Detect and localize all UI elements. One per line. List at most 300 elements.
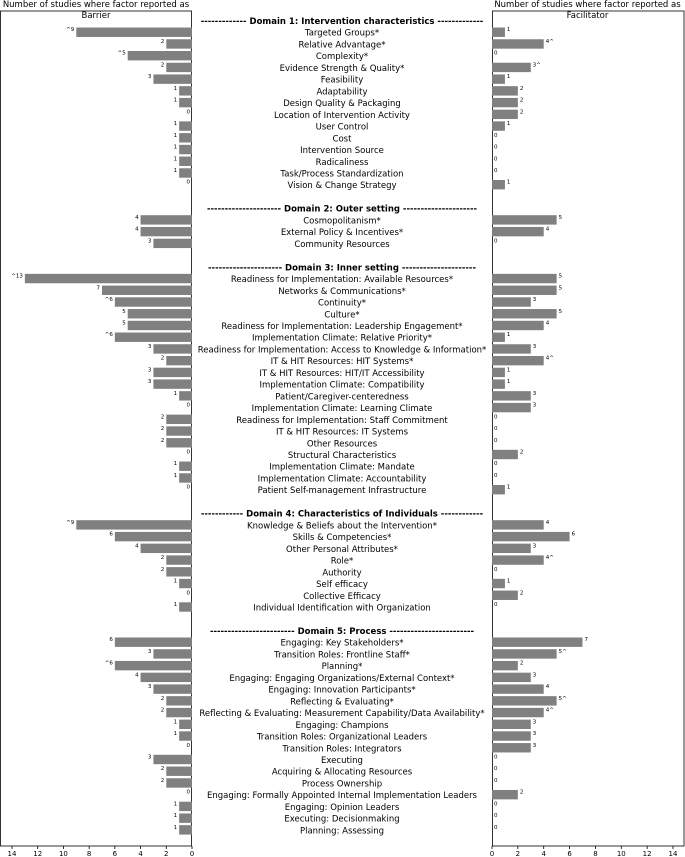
facilitator-bar <box>492 356 544 365</box>
facilitator-value-label: 5 <box>558 273 563 280</box>
domain-header: --------------------- Domain 3: Inner setting --------------------- <box>208 263 476 274</box>
facilitator-value-label: 0 <box>494 238 498 245</box>
barrier-value-label: 3 <box>147 343 152 350</box>
facilitator-value-label: 1 <box>506 578 511 585</box>
factor-label: Engaging: Key Stakeholders* <box>280 638 404 649</box>
barrier-bar <box>102 286 192 295</box>
barrier-bar <box>179 391 192 400</box>
factor-label: Acquiring & Allocating Resources <box>271 767 413 778</box>
facilitator-bar <box>492 321 544 330</box>
domain-header: ------------ Domain 4: Characteristics of Individuals ------------ <box>200 509 484 520</box>
facilitator-bar <box>492 532 570 541</box>
barrier-bar <box>153 649 192 658</box>
barrier-value-label: 1 <box>173 472 178 479</box>
barrier-value-label: 1 <box>173 156 178 163</box>
barrier-value-label: ^13 <box>11 273 23 280</box>
barrier-value-label: ^9 <box>66 519 75 526</box>
facilitator-value-label: 2 <box>519 97 524 104</box>
facilitator-value-label: 0 <box>494 801 498 808</box>
barrier-value-label: ^5 <box>117 50 126 57</box>
barrier-value-label: 0 <box>186 402 190 409</box>
barrier-value-label: 2 <box>160 62 165 69</box>
factor-label: Engaging: Innovation Participants* <box>268 685 416 696</box>
right-x-tick-label: 2 <box>515 850 521 857</box>
facilitator-value-label: 0 <box>494 472 498 479</box>
facilitator-value-label: 5^ <box>558 695 567 702</box>
barrier-value-label: 6 <box>109 531 113 538</box>
factor-label: Engaging: Champions <box>295 720 389 731</box>
facilitator-bar <box>492 720 531 729</box>
facilitator-bar <box>492 555 544 564</box>
barrier-value-label: 5 <box>122 308 126 315</box>
right-x-tick-label: 4 <box>541 850 546 857</box>
barrier-bar <box>153 74 192 83</box>
barrier-value-label: 2 <box>160 355 165 362</box>
facilitator-value-label: 4 <box>545 519 550 526</box>
facilitator-value-label: 3^ <box>532 62 541 69</box>
barrier-value-label: 2 <box>160 38 165 45</box>
facilitator-value-label: 3 <box>532 731 537 738</box>
facilitator-value-label: 3 <box>532 343 537 350</box>
facilitator-bar <box>492 649 557 658</box>
right-x-tick-label: 6 <box>567 850 572 857</box>
factor-label: External Policy & Incentives* <box>280 228 404 239</box>
facilitator-bar <box>492 39 544 48</box>
barrier-bar <box>179 802 192 811</box>
facilitator-value-label: 4 <box>545 320 550 327</box>
barrier-bar <box>166 708 192 717</box>
right-x-tick-label: 0 <box>489 850 495 857</box>
factor-label: Other Personal Attributes* <box>286 544 398 555</box>
facilitator-value-label: 0 <box>494 437 498 444</box>
barrier-bar <box>179 145 192 154</box>
facilitator-value-label: 0 <box>494 144 498 151</box>
barrier-value-label: 0 <box>186 109 190 116</box>
barrier-value-label: 4 <box>135 543 139 550</box>
facilitator-value-label: 0 <box>494 132 498 139</box>
facilitator-bar <box>492 544 531 553</box>
barrier-value-label: 5 <box>122 320 126 327</box>
facilitator-bar <box>492 661 518 670</box>
facilitator-value-label: 1 <box>506 27 511 34</box>
facilitator-bar <box>492 344 531 353</box>
facilitator-value-label: 3 <box>532 742 537 749</box>
factor-label: IT & HIT Resources: HIT/IT Accessibility <box>259 368 425 379</box>
barrier-value-label: 1 <box>173 461 178 468</box>
facilitator-bar <box>492 110 518 119</box>
facilitator-bar <box>492 98 518 107</box>
barrier-bar <box>153 755 192 764</box>
barrier-bar <box>115 333 192 342</box>
barrier-bar <box>115 297 192 306</box>
facilitator-bar <box>492 274 557 283</box>
barrier-value-label: ^6 <box>104 332 113 339</box>
facilitator-bar <box>492 743 531 752</box>
facilitator-bar <box>492 121 505 130</box>
facilitator-bar <box>492 63 531 72</box>
barrier-bar <box>141 227 192 236</box>
barrier-bar <box>153 344 192 353</box>
left-x-tick-label: 0 <box>189 850 195 857</box>
barrier-value-label: 2 <box>160 695 165 702</box>
facilitator-value-label: 5 <box>558 308 563 315</box>
facilitator-bar <box>492 579 505 588</box>
factor-label: Process Ownership <box>301 779 383 790</box>
facilitator-bar <box>492 637 583 646</box>
barrier-bar <box>166 438 192 447</box>
facilitator-value-label: 2 <box>519 590 524 597</box>
facilitator-value-label: 4^ <box>545 707 554 714</box>
factor-label: Skills & Competencies* <box>292 533 392 544</box>
facilitator-value-label: 3 <box>532 719 537 726</box>
barrier-value-label: 4 <box>135 214 139 221</box>
facilitator-bar <box>492 74 505 83</box>
facilitator-value-label: 0 <box>494 426 498 433</box>
right-x-tick-label: 8 <box>593 850 598 857</box>
barrier-bar <box>166 415 192 424</box>
factor-label: Culture* <box>324 310 360 321</box>
barrier-bar <box>166 426 192 435</box>
barrier-value-label: 0 <box>186 590 190 597</box>
barrier-bar <box>153 379 192 388</box>
factor-label: Transition Roles: Frontline Staff* <box>274 650 410 661</box>
barrier-value-label: 1 <box>173 167 178 174</box>
factor-label: Transition Roles: Integrators <box>282 744 402 755</box>
barrier-value-label: 0 <box>186 484 190 491</box>
left-x-tick-label: 10 <box>58 850 68 857</box>
facilitator-bar <box>492 708 544 717</box>
facilitator-value-label: 3 <box>532 297 537 304</box>
barrier-value-label: 1 <box>173 719 178 726</box>
factor-label: Collective Efficacy <box>303 591 381 602</box>
facilitator-value-label: 2 <box>519 449 524 456</box>
facilitator-value-label: 0 <box>494 461 498 468</box>
barrier-bar <box>141 544 192 553</box>
barrier-bar <box>179 720 192 729</box>
factor-label: Readiness for Implementation: Leadership Engagement* <box>221 321 463 332</box>
factor-label: Patient/Caregiver-centeredness <box>275 392 409 403</box>
factor-label: Engaging: Formally Appointed Internal Implementation Leaders <box>207 791 477 802</box>
barrier-value-label: 3 <box>147 648 152 655</box>
barrier-value-label: 1 <box>173 813 178 820</box>
factor-label: Cost <box>332 134 352 145</box>
barrier-bar <box>166 356 192 365</box>
barrier-value-label: 2 <box>160 437 165 444</box>
facilitator-value-label: 1 <box>506 74 511 81</box>
factor-label: Engaging: Engaging Organizations/External Context* <box>229 673 455 684</box>
factor-label: Reflecting & Evaluating: Measurement Capability/Data Availability* <box>199 709 485 720</box>
barrier-value-label: 1 <box>173 824 178 831</box>
facilitator-value-label: 0 <box>494 156 498 163</box>
barrier-bar <box>179 462 192 471</box>
barrier-value-label: 1 <box>173 85 178 92</box>
facilitator-value-label: 5 <box>558 214 563 221</box>
facilitator-bar <box>492 591 518 600</box>
factor-label: Complexity* <box>315 52 369 63</box>
barrier-bar <box>166 696 192 705</box>
facilitator-value-label: 1 <box>506 379 511 386</box>
barrier-bar <box>166 567 192 576</box>
facilitator-value-label: 6 <box>571 531 576 538</box>
barrier-value-label: ^6 <box>104 297 113 304</box>
facilitator-value-label: 3 <box>532 543 537 550</box>
barrier-value-label: 2 <box>160 707 165 714</box>
factor-label: Targeted Groups* <box>304 28 380 39</box>
facilitator-value-label: 7 <box>584 637 588 644</box>
facilitator-value-label: 0 <box>494 602 498 608</box>
barrier-value-label: 4 <box>135 226 139 233</box>
barrier-value-label: 2 <box>160 566 165 573</box>
barrier-bar <box>179 579 192 588</box>
factor-label: Executing <box>321 755 363 766</box>
facilitator-value-label: 5^ <box>558 648 567 655</box>
barrier-bar <box>179 602 192 611</box>
barrier-value-label: 6 <box>109 637 113 644</box>
barrier-value-label: 2 <box>160 414 165 421</box>
left-x-tick-label: 8 <box>86 850 92 857</box>
barrier-bar <box>179 168 192 177</box>
factor-label: IT & HIT Resources: HIT Systems* <box>270 357 414 368</box>
facilitator-bar <box>492 309 557 318</box>
barrier-bar <box>128 309 192 318</box>
facilitator-value-label: 0 <box>494 766 498 773</box>
barrier-value-label: 2 <box>160 777 165 784</box>
barrier-value-label: 0 <box>186 789 190 796</box>
factor-label: Design Quality & Packaging <box>283 99 401 110</box>
barrier-value-label: 2 <box>160 555 165 562</box>
barrier-bar <box>76 520 192 529</box>
facilitator-bar <box>492 227 544 236</box>
factor-label: Planning: Assessing <box>299 826 385 837</box>
facilitator-bar <box>492 368 505 377</box>
facilitator-value-label: 0 <box>494 414 498 421</box>
facilitator-value-label: 0 <box>494 50 498 57</box>
barrier-value-label: 7 <box>96 285 100 292</box>
barrier-bar <box>179 731 192 740</box>
left-x-tick-label: 6 <box>112 850 118 857</box>
barrier-bar <box>179 86 192 95</box>
facilitator-value-label: 1 <box>506 484 511 491</box>
factor-label: Implementation Climate: Mandate <box>269 462 415 473</box>
barrier-value-label: 1 <box>173 121 178 128</box>
factor-label: Community Resources <box>294 239 390 250</box>
barrier-value-label: ^6 <box>104 660 113 667</box>
barrier-bar <box>76 28 192 37</box>
facilitator-value-label: 3 <box>532 402 537 409</box>
barrier-value-label: 1 <box>173 144 178 151</box>
facilitator-value-label: 0 <box>494 777 498 784</box>
facilitator-bar <box>492 673 531 682</box>
facilitator-bar <box>492 379 505 388</box>
factor-label: Radicaliness <box>315 157 369 168</box>
factor-label: Patient Self-management Infrastructure <box>257 486 427 497</box>
factor-label: Authority <box>322 568 362 579</box>
facilitator-bar <box>492 286 557 295</box>
facilitator-value-label: 2 <box>519 109 524 116</box>
barrier-bar <box>166 767 192 776</box>
barrier-bar <box>128 321 192 330</box>
barrier-bar <box>179 98 192 107</box>
barrier-bar <box>25 274 192 283</box>
barrier-bar <box>153 684 192 693</box>
barrier-value-label: 1 <box>173 602 178 608</box>
facilitator-bar <box>492 333 505 342</box>
barrier-value-label: 3 <box>147 367 152 374</box>
barrier-value-label: 1 <box>173 97 178 104</box>
facilitator-value-label: 2 <box>519 85 524 92</box>
facilitator-value-label: 1 <box>506 121 511 128</box>
facilitator-value-label: 5 <box>558 285 563 292</box>
barrier-bar <box>166 63 192 72</box>
barrier-value-label: 3 <box>147 74 152 81</box>
facilitator-value-label: 3 <box>532 390 537 397</box>
factor-label: IT & HIT Resources: IT Systems <box>275 427 409 438</box>
factor-label: Individual Identification with Organization <box>253 603 431 614</box>
barrier-bar <box>179 473 192 482</box>
barrier-bar <box>128 51 192 60</box>
facilitator-bar <box>492 391 531 400</box>
factor-label: Location of Intervention Activity <box>274 110 410 121</box>
left-x-tick-label: 2 <box>164 850 169 857</box>
domain-header: ------------- Domain 1: Intervention characteristics ------------- <box>200 17 484 27</box>
facilitator-value-label: 4 <box>545 226 550 233</box>
barrier-value-label: 3 <box>147 238 152 245</box>
factor-label: Feasibility <box>320 75 364 86</box>
facilitator-bar <box>492 297 531 306</box>
factor-label: Vision & Change Strategy <box>287 181 397 192</box>
right-x-tick-label: 14 <box>668 850 678 857</box>
facilitator-value-label: 0 <box>494 813 498 820</box>
facilitator-bar <box>492 485 505 494</box>
factor-label: Task/Process Standardization <box>280 169 404 180</box>
factor-label: Implementation Climate: Relative Priority* <box>252 333 432 344</box>
factor-label: Knowledge & Beliefs about the Intervention* <box>247 521 437 532</box>
factor-label: Structural Characteristics <box>287 451 397 462</box>
barrier-value-label: 1 <box>173 390 178 397</box>
facilitator-value-label: 4^ <box>545 355 554 362</box>
factor-label: Executing: Decisionmaking <box>284 814 400 825</box>
barrier-value-label: 0 <box>186 179 190 186</box>
factor-label: Networks & Communications* <box>278 286 406 297</box>
barrier-bar <box>153 368 192 377</box>
domain-header: --------------------- Domain 2: Outer setting --------------------- <box>206 204 478 215</box>
facilitator-value-label: 1 <box>506 367 511 374</box>
barrier-value-label: 3 <box>147 379 152 386</box>
facilitator-value-label: 0 <box>494 566 498 573</box>
factor-label: Role* <box>330 556 354 567</box>
factor-label: Transition Roles: Organizational Leaders <box>256 732 428 743</box>
barrier-value-label: 0 <box>186 449 190 456</box>
facilitator-value-label: 1 <box>506 179 511 186</box>
barrier-bar <box>141 673 192 682</box>
facilitator-bar <box>492 86 518 95</box>
facilitator-bar <box>492 450 518 459</box>
factor-label: Implementation Climate: Compatibility <box>259 380 425 391</box>
factor-label: Cosmopolitanism* <box>303 216 381 227</box>
factor-label: Readiness for Implementation: Staff Commitment <box>236 415 448 426</box>
barrier-bar <box>141 215 192 224</box>
factor-label: Relative Advantage* <box>298 40 386 51</box>
factor-label: Continuity* <box>318 298 366 309</box>
barrier-bar <box>179 133 192 142</box>
barrier-bar <box>115 637 192 646</box>
barrier-bar <box>115 661 192 670</box>
facilitator-bar <box>492 731 531 740</box>
factor-label: Other Resources <box>306 439 378 450</box>
barrier-value-label: 4 <box>135 672 139 679</box>
facilitator-value-label: 0 <box>494 754 498 761</box>
left-x-tick-label: 12 <box>33 850 43 857</box>
factor-label: Evidence Strength & Quality* <box>279 63 405 74</box>
facilitator-value-label: 4^ <box>545 555 554 562</box>
factor-label: Implementation Climate: Accountability <box>257 474 427 485</box>
barrier-value-label: 3 <box>147 684 152 691</box>
barrier-bar <box>153 239 192 248</box>
facilitator-bar <box>492 696 557 705</box>
facilitator-bar <box>492 520 544 529</box>
facilitator-value-label: 0 <box>494 824 498 831</box>
facilitator-bar <box>492 28 505 37</box>
barrier-value-label: ^9 <box>66 27 75 34</box>
barrier-bar <box>179 825 192 834</box>
factor-label: Reflecting & Evaluating* <box>290 697 394 708</box>
domain-header: ------------------------ Domain 5: Process ------------------------ <box>209 626 475 637</box>
barrier-bar <box>166 778 192 787</box>
facilitator-value-label: 4 <box>545 684 550 691</box>
facilitator-value-label: 4^ <box>545 38 554 45</box>
factor-label: Planning* <box>321 662 363 673</box>
facilitator-bar <box>492 180 505 189</box>
factor-label: Intervention Source <box>300 146 384 157</box>
barrier-value-label: 0 <box>186 742 190 749</box>
facilitator-value-label: 3 <box>532 672 537 679</box>
facilitator-value-label: 2 <box>519 660 524 667</box>
right-x-tick-label: 10 <box>616 850 626 857</box>
barrier-bar <box>179 121 192 130</box>
barrier-value-label: 2 <box>160 426 165 433</box>
factor-label: User Control <box>315 122 369 133</box>
barrier-bar <box>115 532 192 541</box>
factor-label: Engaging: Opinion Leaders <box>284 802 400 813</box>
barrier-value-label: 1 <box>173 132 178 139</box>
barrier-bar <box>179 157 192 166</box>
right-x-tick-label: 12 <box>642 850 652 857</box>
facilitator-bar <box>492 215 557 224</box>
left-x-tick-label: 14 <box>7 850 17 857</box>
factor-label: Adaptability <box>316 87 368 98</box>
barrier-value-label: 2 <box>160 766 165 773</box>
barrier-value-label: 1 <box>173 801 178 808</box>
facilitator-value-label: 0 <box>494 167 498 174</box>
factor-label: Self efficacy <box>316 580 368 591</box>
facilitator-value-label: 1 <box>506 332 511 339</box>
left-x-tick-label: 4 <box>138 850 143 857</box>
facilitator-bar <box>492 790 518 799</box>
left-axis-title: Number of studies where factor reported as Barrier <box>2 0 190 21</box>
barrier-value-label: 1 <box>173 731 178 738</box>
barrier-bar <box>179 813 192 822</box>
right-axis-title: Number of studies where factor reported as Facilitator <box>494 0 681 21</box>
barrier-bar <box>166 39 192 48</box>
facilitator-bar <box>492 403 531 412</box>
factor-label: Implementation Climate: Learning Climate <box>251 404 433 415</box>
facilitator-bar <box>492 684 544 693</box>
factor-label: Readiness for Implementation: Access to Knowledge & Information* <box>197 345 487 356</box>
barrier-value-label: 1 <box>173 578 178 585</box>
factor-label: Readiness for Implementation: Available Resources* <box>230 275 454 286</box>
barrier-bar <box>166 555 192 564</box>
facilitator-value-label: 2 <box>519 789 524 796</box>
